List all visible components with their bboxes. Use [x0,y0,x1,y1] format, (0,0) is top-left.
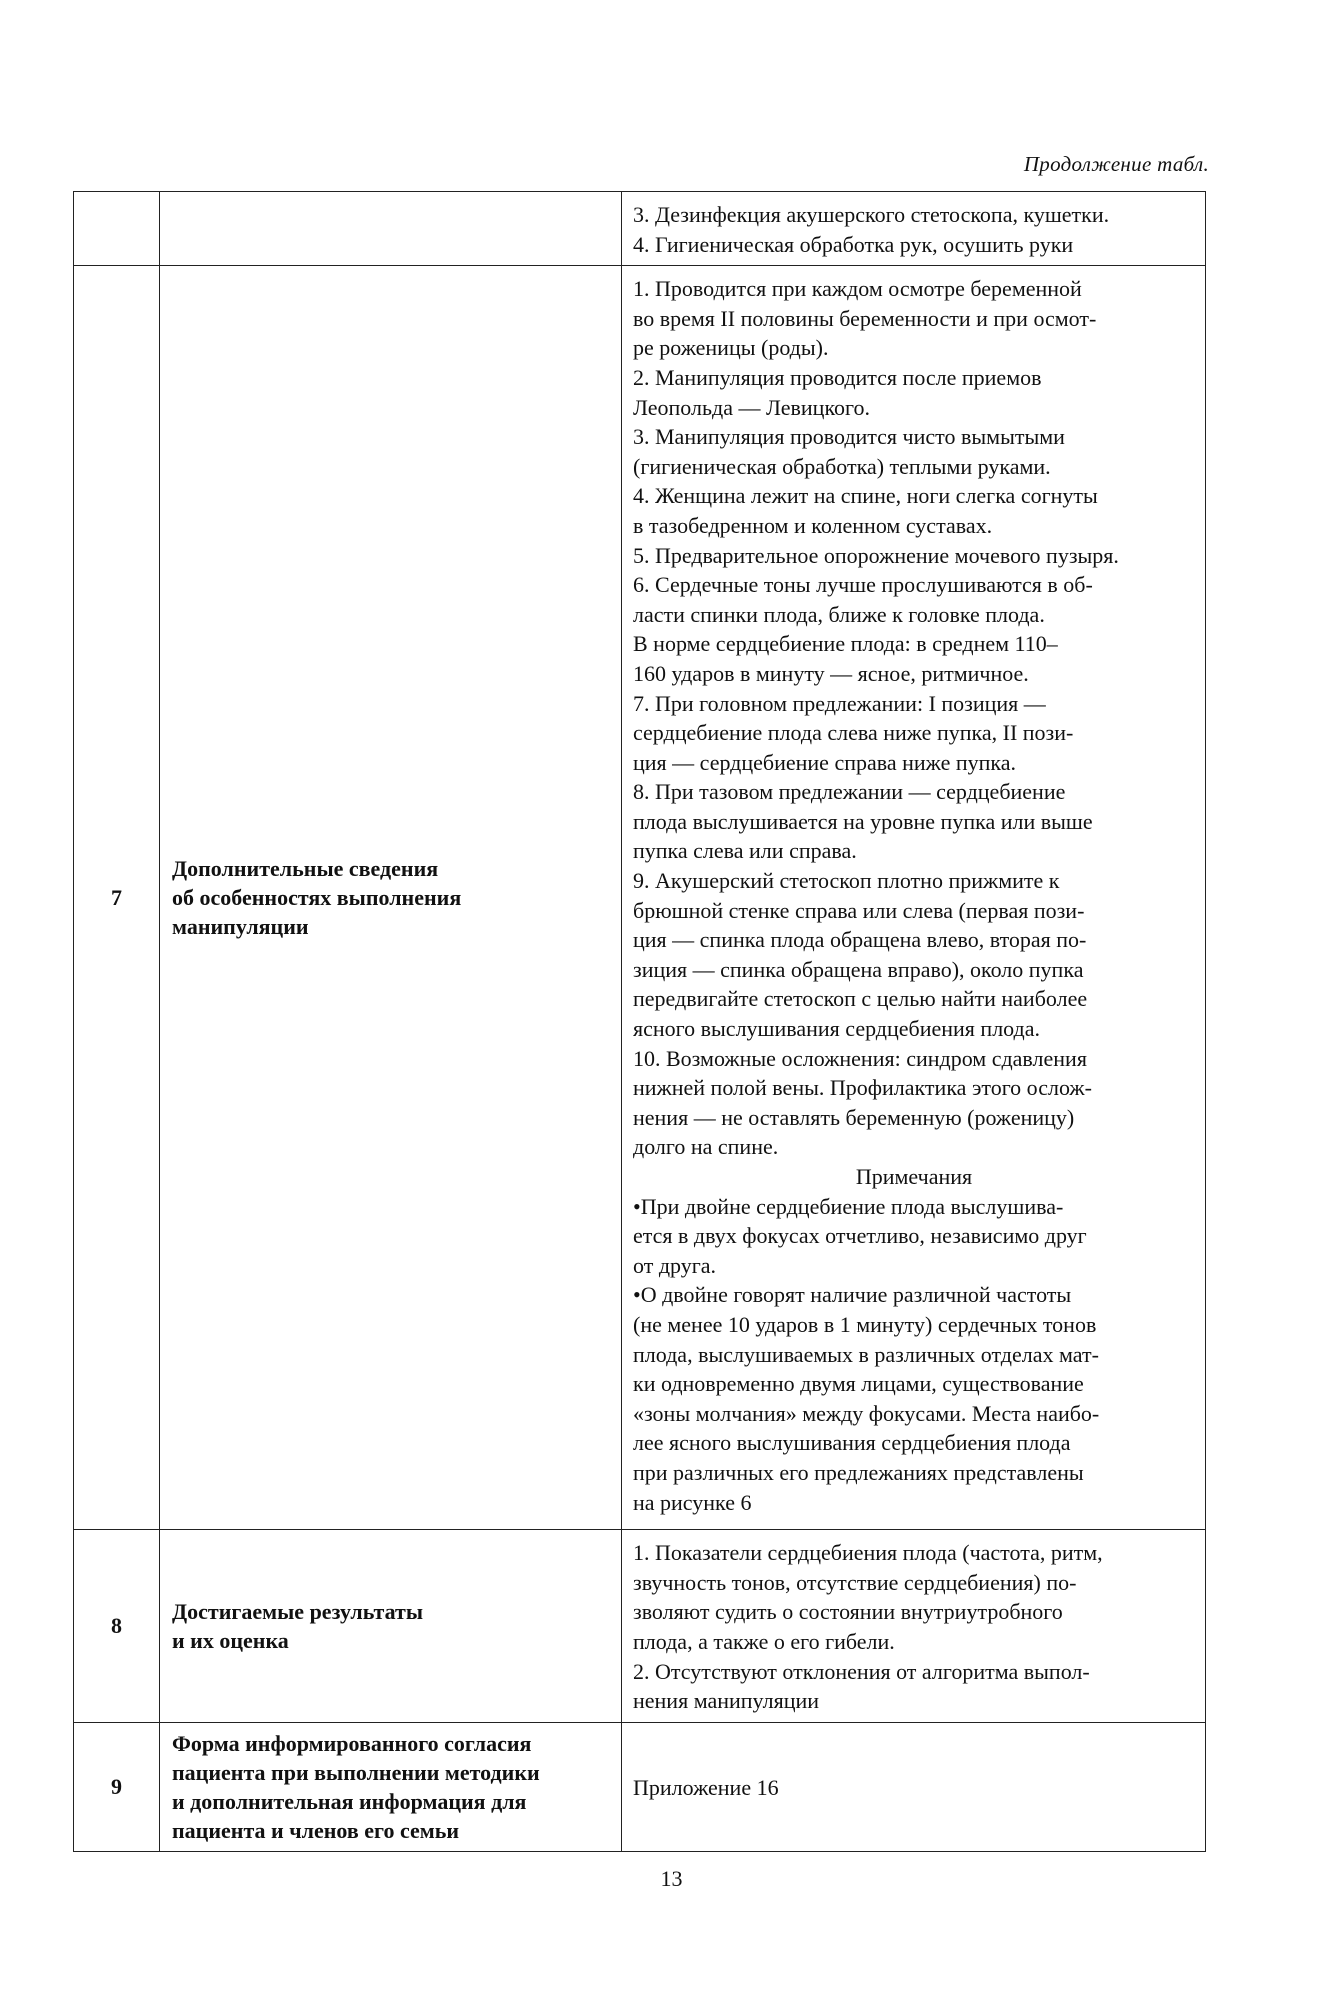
content-line: ция — сердцебиение справа ниже пупка. [633,749,1017,775]
content-line: зиция — спинка обращена вправо), около пупка [633,956,1084,982]
procedure-table [73,191,1206,1852]
table-row [74,1722,1206,1851]
row-number-cell [74,192,160,266]
row-title-line: и дополнительная информация для [172,1788,527,1814]
content-line: ется в двух фокусах отчетливо, независимо друг [633,1223,1087,1249]
content-line: долго на спине. [633,1134,779,1160]
row-title-line: пациента при выполнении методики [172,1759,540,1785]
content-line: 2. Отсутствуют отклонения от алгоритма выпол- [633,1658,1090,1684]
bullet-text: При двойне сердцебиение плода выслушива- [640,1193,1064,1219]
content-line: (гигиеническая обработка) теплыми руками. [633,453,1051,479]
content-line: в тазобедренном и коленном суставах. [633,512,993,538]
notes-heading: Примечания [855,1164,973,1189]
content-line: во время II половины беременности и при осмот- [633,305,1097,331]
content-line: 4. Гигиеническая обработка рук, осушить руки [633,231,1074,257]
content-line: плода, выслушиваемых в различных отделах мат- [633,1341,1099,1367]
row-title [160,1530,622,1723]
content-line: 9. Акушерский стетоскоп плотно прижмите к [633,868,1060,894]
content-line: ласти спинки плода, ближе к головке плода. [633,601,1045,627]
appendix-reference: Приложение 16 [633,1774,779,1800]
content-line: 4. Женщина лежит на спине, ноги слегка согнуты [633,483,1098,509]
content-line: ре роженицы (роды). [633,335,829,361]
content-line: 160 ударов в минуту — ясное, ритмичное. [633,660,1029,686]
content-line: ки одновременно двумя лицами, существование [633,1371,1084,1397]
row-title-line: манипуляции [172,914,309,940]
content-line: 10. Возможные осложнения: синдром сдавления [633,1045,1087,1071]
content-line: 7. При головном предлежании: I позиция — [633,690,1046,716]
content-line: 1. Проводится при каждом осмотре беременной [633,276,1082,302]
content-line: В норме сердцебиение плода: в среднем 110– [633,631,1058,657]
bullet-line [633,1192,1195,1222]
content-line: нения — не оставлять беременную (роженицу) [633,1104,1075,1130]
content-line: 6. Сердечные тоны лучше прослушиваются в об- [633,572,1093,598]
row-number: 8 [74,1530,160,1723]
content-line: 3. Манипуляция проводится чисто вымытыми [633,424,1065,450]
table-continuation-label: Продолжение табл. [1023,152,1209,176]
content-line: плода, а также о его гибели. [633,1628,895,1654]
page-number: 13 [660,1866,683,1891]
row-number: 7 [74,266,160,1530]
content-line: Леопольда — Левицкого. [633,394,871,420]
row-content-cell [622,266,1206,1530]
content-line: (не менее 10 ударов в 1 минуту) сердечных тонов [633,1311,1097,1337]
row-title-line: Форма информированного согласия [172,1730,532,1756]
content-line: пупка слева или справа. [633,838,857,864]
table-row [74,266,1206,1530]
content-line: при различных его предлежаниях представлены [633,1459,1084,1485]
content-line: сердцебиение плода слева ниже пупка, II пози- [633,720,1074,746]
bullet-icon: • [633,1282,641,1308]
content-line: нения манипуляции [633,1688,820,1714]
content-line: «зоны молчания» между фокусами. Места наибо- [633,1400,1100,1426]
bullet-line [633,1280,1195,1310]
content-line: 3. Дезинфекция акушерского стетоскопа, кушетки. [633,202,1110,227]
row-title-line: пациента и членов его семьи [172,1817,460,1843]
content-line: ция — спинка плода обращена влево, вторая по- [633,927,1087,953]
content-line: 2. Манипуляция проводится после приемов [633,364,1042,390]
row-number: 9 [74,1722,160,1851]
row-title-cell [160,192,622,266]
bullet-text: О двойне говорят наличие различной частоты [640,1282,1072,1308]
content-line: звучность тонов, отсутствие сердцебиения) по- [633,1569,1077,1595]
content-line: лее ясного выслушивания сердцебиения плода [633,1430,1071,1456]
row-title-line: Достигаемые результаты [172,1598,424,1624]
bullet-icon: • [633,1193,641,1219]
row-title-line: об особенностях выполнения [172,885,462,911]
row-content-cell [622,1722,1206,1851]
row-title-line: и их оценка [172,1627,289,1653]
row-title [160,266,622,1530]
content-line: брюшной стенке справа или слева (первая пози- [633,897,1085,923]
content-line: зволяют судить о состоянии внутриутробного [633,1599,1063,1625]
table-row [74,1530,1206,1723]
content-line: 5. Предварительное опорожнение мочевого пузыря. [633,542,1119,568]
row-title-line: Дополнительные сведения [172,856,439,882]
content-line: 8. При тазовом предлежании — сердцебиение [633,779,1066,805]
content-line: 1. Показатели сердцебиения плода (частота, ритм, [633,1540,1103,1566]
content-line: на рисунке 6 [633,1489,752,1515]
content-line: ясного выслушивания сердцебиения плода. [633,1016,1040,1042]
table-row [74,192,1206,266]
row-title [160,1722,622,1851]
content-line: нижней полой вены. Профилактика этого ослож- [633,1075,1092,1101]
row-content-cell [622,1530,1206,1723]
content-line: от друга. [633,1252,717,1278]
content-line: передвигайте стетоскоп с целью найти наиболее [633,986,1088,1012]
row-content-cell [622,192,1206,266]
content-line: плода выслушивается на уровне пупка или выше [633,808,1093,834]
